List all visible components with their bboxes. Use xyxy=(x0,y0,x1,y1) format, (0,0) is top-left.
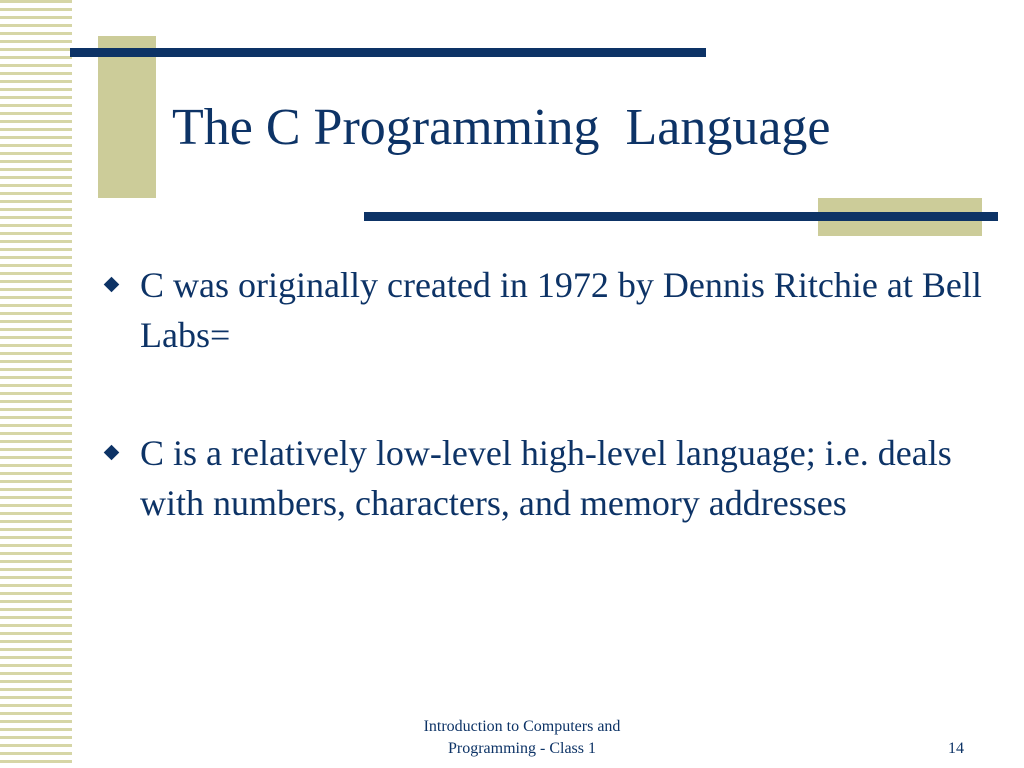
bullet-text: C is a relatively low-level high-level language; i.e. deals with numbers, characters, and memory addresses xyxy=(140,433,952,523)
bullet-text: C was originally created in 1972 by Dennis Ritchie at Bell Labs= xyxy=(140,265,982,355)
slide-title: The C Programming Language xyxy=(172,99,831,156)
page-number: 14 xyxy=(948,740,964,757)
diamond-bullet-icon xyxy=(104,445,120,461)
bullet-item xyxy=(106,260,986,360)
bullet-list xyxy=(106,260,986,596)
accent-block-left xyxy=(98,36,156,198)
bullet-item xyxy=(106,428,986,528)
title-rule-bottom xyxy=(364,212,998,221)
diamond-bullet-icon xyxy=(104,277,120,293)
footer-line-2: Programming - Class 1 xyxy=(448,740,596,757)
title-rule-top xyxy=(70,48,706,57)
decorative-stripes xyxy=(0,0,72,768)
slide-footer xyxy=(372,716,672,760)
footer-line-1: Introduction to Computers and xyxy=(423,718,621,735)
